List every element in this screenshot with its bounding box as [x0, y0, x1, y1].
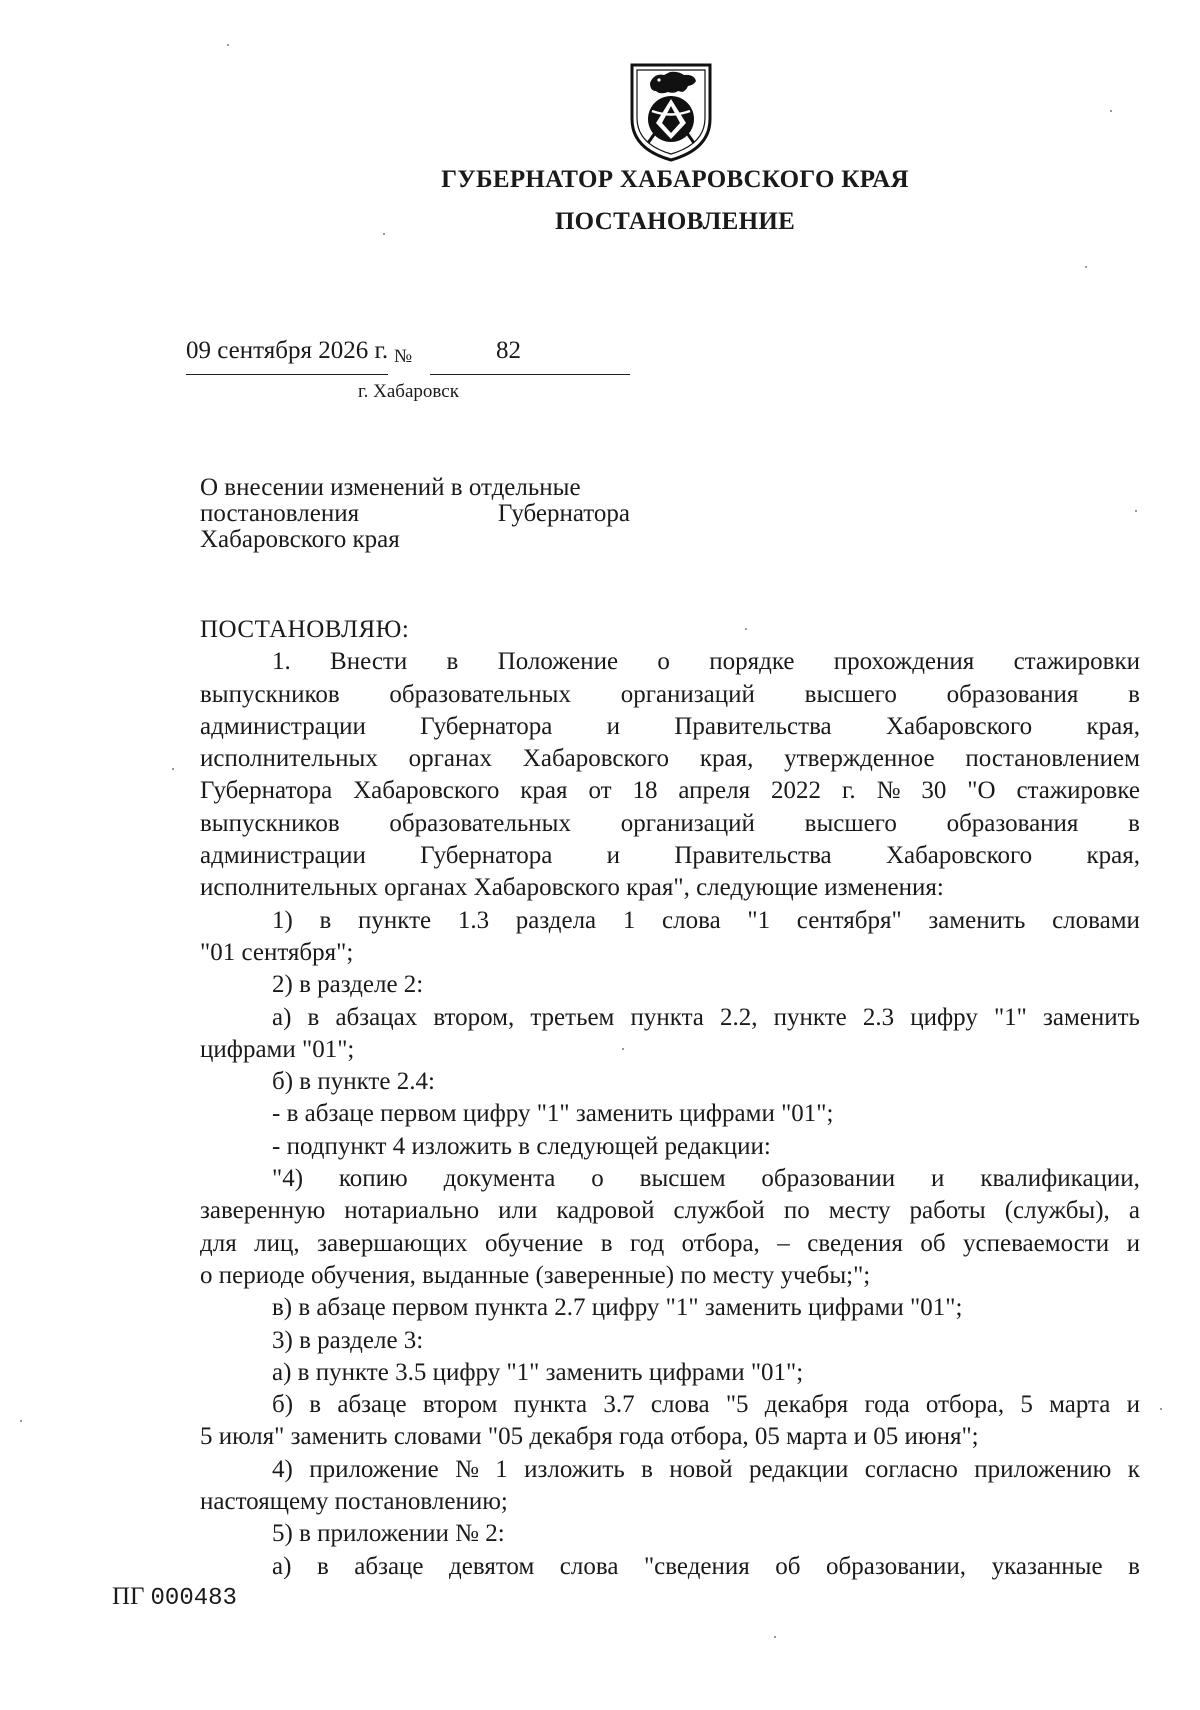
body-word: образования — [946, 809, 1079, 837]
body-word: Губернатора — [420, 712, 553, 740]
body-word: абзаце — [354, 1552, 424, 1580]
body-line: б) в пункте 2.4: — [272, 1068, 435, 1096]
body-line — [200, 840, 1140, 872]
body-word: раздела — [515, 906, 597, 934]
scan-speck — [1135, 510, 1137, 512]
issuer-title: ГУБЕРНАТОР ХАБАРОВСКОГО КРАЯ — [441, 166, 909, 193]
body-word: "5 — [725, 1391, 749, 1419]
body-word: 1. — [272, 648, 291, 676]
body-word: и — [606, 842, 621, 870]
body-word: новой — [669, 1455, 733, 1483]
body-word: для — [200, 1229, 237, 1257]
body-word: работы — [909, 1197, 986, 1225]
body-line: - подпункт 4 изложить в следующей редакции: — [272, 1132, 771, 1160]
body-word: (службы), — [1004, 1197, 1110, 1225]
form-number: 000483 — [150, 1585, 237, 1612]
body-word: Хабаровского — [885, 712, 1033, 740]
body-word: марта — [1049, 1391, 1111, 1419]
body-word: в — [309, 1391, 322, 1419]
body-line: - в абзаце первом цифру "1" заменить цифрами "01"; — [272, 1100, 834, 1128]
date-underline — [186, 374, 388, 375]
body-word: втором, — [433, 1003, 515, 1031]
body-line — [200, 1002, 1140, 1034]
scan-speck — [622, 1048, 624, 1050]
body-line — [200, 1551, 1140, 1583]
body-word: образовательных — [389, 680, 571, 708]
body-word: Хабаровского — [885, 842, 1033, 870]
body-word: б) — [272, 1391, 294, 1419]
body-line — [200, 775, 1140, 807]
body-word: Хабаровского — [522, 745, 670, 773]
body-word: приложение — [309, 1455, 439, 1483]
body-word: заверенную — [200, 1197, 326, 1225]
body-word: успеваемости — [963, 1229, 1110, 1257]
body-word: "сведения — [643, 1552, 750, 1580]
body-word: абзацах — [335, 1003, 418, 1031]
body-word: организаций — [620, 680, 755, 708]
body-word: в — [1128, 809, 1140, 837]
body-word: в — [641, 1455, 653, 1483]
document-type: ПОСТАНОВЛЕНИЕ — [554, 208, 796, 235]
body-line — [200, 1163, 1140, 1195]
body-word: девятом — [449, 1552, 535, 1580]
scan-speck — [1085, 266, 1087, 268]
body-line: 2) в разделе 2: — [272, 971, 424, 999]
body-word: 18 — [632, 777, 658, 805]
body-word: втором — [422, 1391, 498, 1419]
body-line — [200, 743, 1140, 775]
body-word: апреля — [678, 777, 751, 805]
body-word: слова — [559, 1552, 619, 1580]
body-word: квалификации, — [980, 1165, 1140, 1193]
body-word: администрации — [200, 842, 366, 870]
body-word: образовании — [761, 1165, 896, 1193]
body-word: 1 — [495, 1455, 508, 1483]
body-line — [200, 1228, 1140, 1260]
body-word: об — [775, 1552, 801, 1580]
body-word: пункте — [358, 906, 432, 934]
body-word: 4) — [272, 1455, 293, 1483]
body-word: и — [606, 712, 621, 740]
subject-word: постановления — [200, 500, 360, 527]
body-word: в — [1128, 680, 1140, 708]
body-word: – — [777, 1229, 790, 1257]
body-word: 3.7 — [603, 1391, 635, 1419]
body-word: в — [1128, 1552, 1140, 1580]
body-word: сентября" — [796, 906, 902, 934]
body-word: 1) — [272, 906, 293, 934]
document-body — [200, 614, 1140, 1583]
body-word: отбора, — [681, 1229, 760, 1257]
body-word: 1.3 — [457, 906, 490, 934]
scan-speck — [1110, 110, 1112, 112]
body-word: слова — [650, 1391, 710, 1419]
subject-word: Губернатора — [497, 500, 630, 527]
scan-speck — [20, 1420, 22, 1422]
body-word: пункте — [773, 1003, 847, 1031]
body-word: и — [1126, 1229, 1140, 1257]
scan-speck — [745, 628, 747, 630]
body-line: настоящему постановлению; — [200, 1488, 508, 1516]
body-word: края — [520, 777, 568, 805]
body-word: кадровой — [556, 1197, 655, 1225]
body-word: пункта — [630, 1003, 704, 1031]
body-word: пункта — [513, 1391, 588, 1419]
body-word: года — [864, 1391, 910, 1419]
body-word: края, — [1086, 712, 1140, 740]
scan-speck — [227, 44, 229, 46]
body-word: Губернатора — [200, 777, 333, 805]
document-subject — [200, 475, 630, 553]
body-word: а) — [272, 1003, 292, 1031]
body-line: "01 сентября"; — [200, 938, 354, 966]
body-word: обучение — [484, 1229, 584, 1257]
body-line — [200, 808, 1140, 840]
body-line: цифрами "01"; — [200, 1035, 355, 1063]
body-word: сведения — [807, 1229, 903, 1257]
body-word: а — [1128, 1197, 1140, 1225]
body-word: прохождения — [833, 648, 975, 676]
body-word: завершающих — [317, 1229, 468, 1257]
body-word: образовании, — [826, 1552, 967, 1580]
body-line: 3) в разделе 3: — [272, 1326, 424, 1354]
body-word: к — [1127, 1455, 1140, 1483]
body-line: в) в абзаце первом пункта 2.7 цифру "1" заменить цифрами "01"; — [272, 1294, 963, 1322]
body-line: а) в пункте 3.5 цифру "1" заменить цифрами "01"; — [272, 1358, 804, 1386]
body-word: края, — [1086, 842, 1140, 870]
body-word: "О — [967, 777, 996, 805]
body-word: Хабаровского — [353, 777, 500, 805]
body-word: слова — [662, 906, 721, 934]
body-word: а) — [272, 1552, 292, 1580]
body-word: № — [455, 1455, 479, 1483]
body-line: исполнительных органах Хабаровского края", следующие изменения: — [200, 874, 944, 902]
body-word: декабря — [764, 1391, 849, 1419]
resolve-heading: ПОСТАНОВЛЯЮ: — [200, 616, 410, 643]
body-word: цифру — [910, 1003, 978, 1031]
body-word: образовательных — [389, 809, 571, 837]
body-word: о — [657, 648, 670, 676]
form-series: ПГ — [112, 1583, 145, 1610]
body-line: 5 июля" заменить словами "05 декабря года отбора, 05 марта и 05 июня"; — [200, 1423, 979, 1451]
scan-speck — [383, 233, 385, 235]
body-word: "1 — [747, 906, 771, 934]
body-word: об — [920, 1229, 946, 1257]
issue-block — [186, 337, 636, 407]
body-word: Губернатора — [420, 842, 553, 870]
body-word: Положение — [497, 648, 619, 676]
body-word: в — [316, 1552, 329, 1580]
subject-line — [200, 501, 630, 527]
body-line — [200, 679, 1140, 711]
body-word: заменить — [1042, 1003, 1140, 1031]
body-word: высшем — [639, 1165, 726, 1193]
body-word: месту — [828, 1197, 891, 1225]
scan-speck — [172, 768, 174, 770]
scan-speck — [774, 1636, 776, 1638]
body-word: словами — [1052, 906, 1140, 934]
body-word: согласно — [864, 1455, 958, 1483]
number-sign: № — [394, 346, 413, 367]
body-word: 1 — [622, 906, 636, 934]
body-word: редакции — [749, 1455, 849, 1483]
body-word: постановлением — [965, 745, 1140, 773]
body-word: "1" — [993, 1003, 1027, 1031]
scan-speck — [1160, 1408, 1162, 1410]
body-word: выпускников — [200, 680, 340, 708]
issue-number: 82 — [496, 337, 521, 364]
body-word: заменить — [928, 906, 1026, 934]
body-word: стажировке — [1016, 777, 1140, 805]
body-word: службой — [673, 1197, 765, 1225]
subject-line: Хабаровского края — [200, 526, 400, 553]
number-underline — [430, 374, 630, 375]
body-word: утвержденное — [784, 745, 935, 773]
body-word: Правительства — [674, 842, 832, 870]
body-line — [200, 1454, 1140, 1486]
body-word: 2.2, — [720, 1003, 758, 1031]
body-word: 30 — [921, 777, 947, 805]
body-word: порядке — [709, 648, 795, 676]
body-word: администрации — [200, 712, 366, 740]
body-word: о — [591, 1165, 604, 1193]
body-word: Внести — [330, 648, 408, 676]
body-line — [200, 905, 1140, 937]
body-word: в — [319, 906, 332, 934]
body-word: № — [876, 777, 901, 805]
body-word: в — [600, 1229, 613, 1257]
body-word: лиц, — [254, 1229, 300, 1257]
body-word: и — [931, 1165, 945, 1193]
body-word: органах — [408, 745, 492, 773]
body-line — [200, 1195, 1140, 1227]
form-serial — [112, 1583, 237, 1612]
body-word: высшего — [804, 809, 897, 837]
body-word: края, — [699, 745, 754, 773]
body-word: третьем — [530, 1003, 615, 1031]
body-word: г. — [841, 777, 856, 805]
body-word: и — [1126, 1391, 1140, 1419]
body-word: нотариально — [344, 1197, 480, 1225]
body-word: абзаце — [337, 1391, 407, 1419]
body-word: 5 — [1020, 1391, 1033, 1419]
body-word: в — [307, 1003, 320, 1031]
body-word: 2022 — [771, 777, 822, 805]
coat-of-arms-icon — [628, 61, 714, 163]
body-line — [200, 646, 1140, 678]
body-word: приложению — [974, 1455, 1112, 1483]
body-word: документа — [443, 1165, 556, 1193]
body-word: исполнительных — [200, 745, 378, 773]
body-line: 5) в приложении № 2: — [272, 1520, 505, 1548]
body-word: Правительства — [674, 712, 832, 740]
issue-city: г. Хабаровск — [358, 381, 459, 402]
body-word: копию — [338, 1165, 408, 1193]
body-word: "4) — [272, 1165, 304, 1193]
body-word: изложить — [524, 1455, 625, 1483]
body-word: 2.3 — [862, 1003, 895, 1031]
body-word: отбора, — [925, 1391, 1005, 1419]
body-line: о периоде обучения, выданные (заверенные) по месту учебы;"; — [200, 1261, 871, 1289]
body-word: высшего — [804, 680, 897, 708]
body-word: указанные — [991, 1552, 1103, 1580]
body-word: или — [498, 1197, 538, 1225]
body-word: в — [446, 648, 459, 676]
body-word: от — [588, 777, 612, 805]
body-word: по — [783, 1197, 810, 1225]
issue-date: 09 сентября 2026 г. — [186, 337, 389, 364]
body-word: год — [630, 1229, 665, 1257]
subject-line: О внесении изменений в отдельные — [200, 474, 581, 501]
body-word: стажировки — [1013, 648, 1140, 676]
body-word: образования — [946, 680, 1079, 708]
body-line — [200, 1389, 1140, 1421]
body-word: организаций — [620, 809, 755, 837]
body-line — [200, 711, 1140, 743]
body-word: выпускников — [200, 809, 340, 837]
